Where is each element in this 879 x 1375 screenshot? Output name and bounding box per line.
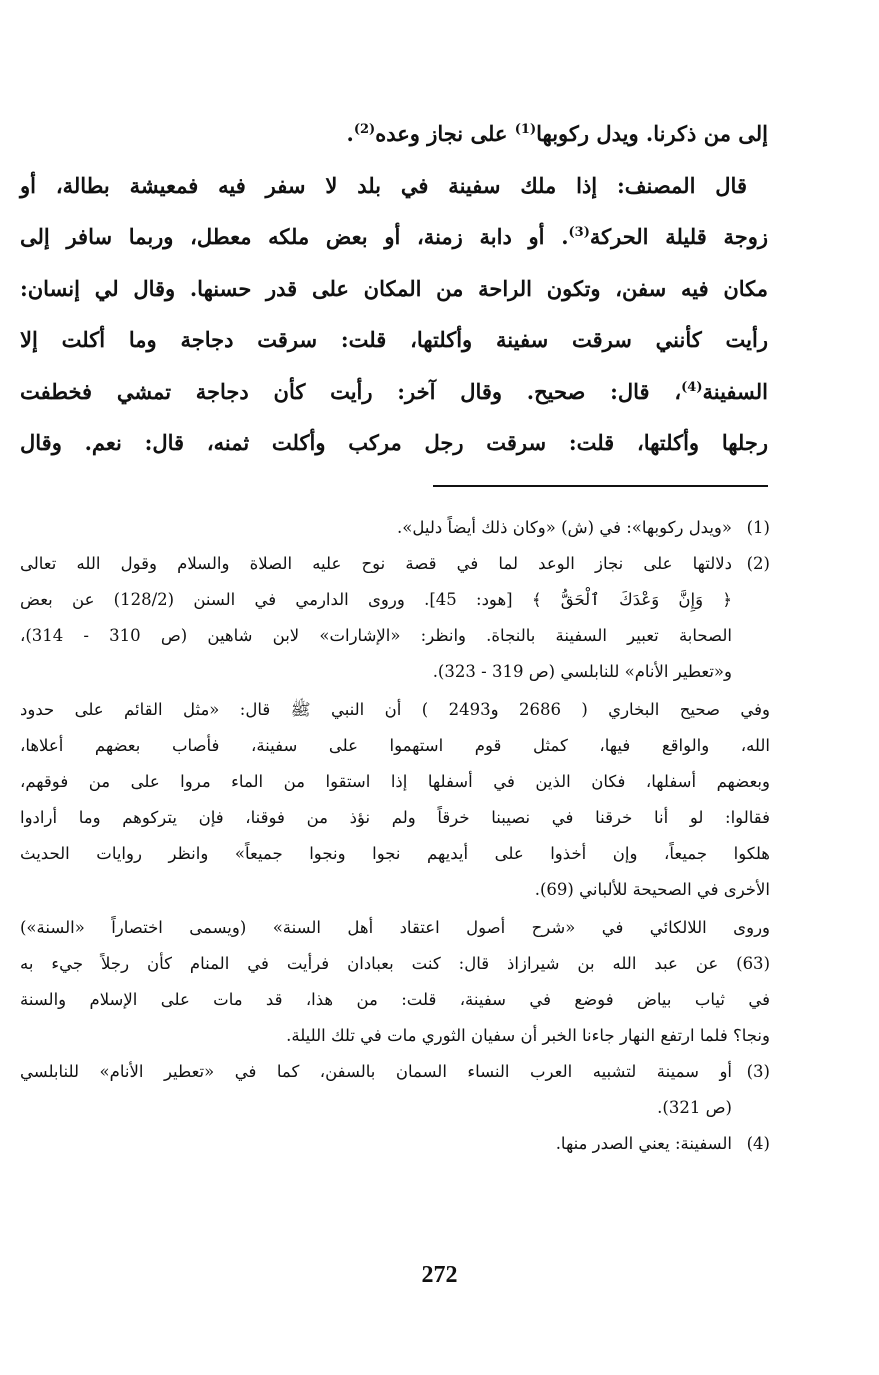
main-text-line: رجلها وأكلتها، قلت: سرقت رجل مركب وأكلت ثمنه، قال: نعم. وقال <box>20 430 768 455</box>
footnote-line: أو سمينة لتشبيه العرب النساء السمان بالسفن، كما في «تعطير الأنام» للنابلسي <box>20 1062 732 1081</box>
main-text-line: قال المصنف: إذا ملك سفينة في بلد لا سفر فيه فمعيشة بطالة، أو <box>20 172 747 198</box>
footnote-line: (63) عن عبد الله بن شيرازاذ قال: كنت بعبادان فرأيت في المنام كأن رجلاً جيء به <box>20 954 770 973</box>
footnote-2-paragraph-3 <box>20 910 770 1054</box>
footnote-number: (1) <box>746 518 770 537</box>
footnote-2 <box>20 546 770 1054</box>
footnote-line: هلكوا جميعاً، وإن أخذوا على أيديهم نجوا ونجوا جميعاً» وانظر روايات الحديث <box>20 844 770 863</box>
main-text-line: السفينة$^{(4)}$، قال: صحيح. وقال آخر: رأيت كأن دجاجة تمشي فخطفت <box>20 378 768 404</box>
page-number: 272 <box>421 1262 458 1288</box>
footnote-separator <box>433 485 768 487</box>
footnote-number: (2) <box>746 554 770 573</box>
footnote-4 <box>20 1126 770 1162</box>
footnote-line: وروى اللالكائي في «شرح أصول اعتقاد أهل السنة» (ويسمى اختصاراً «السنة») <box>20 918 770 937</box>
main-text-line: رأيت كأنني سرقت سفينة وأكلتها، قلت: سرقت دجاجة وما أكلت إلا <box>20 327 768 352</box>
footnote-line: الأخرى في الصحيحة للألباني (69). <box>534 880 770 899</box>
main-text-block <box>20 108 768 469</box>
footnote-line: دلالتها على نجاز الوعد لما في قصة نوح عليه الصلاة والسلام وقول الله تعالى <box>20 554 732 573</box>
main-text-line: مكان فيه سفن، وتكون الراحة من المكان على قدر حسنها. وقال لي إنسان: <box>20 275 768 301</box>
footnote-line: «ويدل ركوبها»: في (ش) «وكان ذلك أيضاً دليل». <box>397 518 732 537</box>
footnote-line: الله، والواقع فيها، كمثل قوم استهموا على سفينة، فأصاب بعضهم أعلاها، <box>20 736 770 755</box>
footnote-line: (ص 321). <box>657 1098 732 1117</box>
footnote-3 <box>20 1054 770 1126</box>
footnote-line: السفينة: يعني الصدر منها. <box>555 1134 732 1153</box>
main-text-line: زوجة قليلة الحركة$^{(3)}$. أو دابة زمنة، أو بعض ملكه معطل، وربما سافر إلى <box>20 224 768 249</box>
footnotes-block <box>20 510 770 1162</box>
footnote-2-paragraph-2 <box>20 692 770 908</box>
footnote-line: و«تعطير الأنام» للنابلسي (ص 319 - 323). <box>432 662 732 681</box>
footnote-1 <box>20 510 770 546</box>
footnote-line: ﴿ وَإِنَّ وَعْدَكَ ٱلْحَقُّ ﴾ [هود: 45]. وروى الدارمي في السنن (128/2) عن بعض <box>20 590 732 609</box>
footnote-line: في ثياب بياض فوضع في سفينة، قلت: من هذا، قد مات على الإسلام والسنة <box>20 990 770 1009</box>
main-text-line: إلى من ذكرنا. ويدل ركوبها$^{(1)}$ على نجاز وعده$^{(2)}$. <box>346 121 768 146</box>
footnote-number: (4) <box>746 1134 770 1153</box>
footnote-line: الصحابة تعبير السفينة بالنجاة. وانظر: «الإشارات» لابن شاهين (ص 310 - 314)، <box>20 626 732 645</box>
footnote-line: وفي صحيح البخاري ( 2686 و2493 ) أن النبي ﷺ قال: «مثل القائم على حدود <box>20 700 771 719</box>
footnote-number: (3) <box>746 1062 770 1081</box>
footnote-line: وبعضهم أسفلها، فكان الذين في أسفلها إذا استقوا من الماء مروا على من فوقهم، <box>20 772 770 791</box>
footnote-line: ونجا؟ فلما ارتفع النهار جاءنا الخبر أن سفيان الثوري مات في تلك الليلة. <box>286 1026 770 1045</box>
footnote-line: فقالوا: لو أنا خرقنا في نصيبنا خرقاً ولم نؤذ من فوقنا، فإن يتركوهم وما أرادوا <box>20 808 770 827</box>
